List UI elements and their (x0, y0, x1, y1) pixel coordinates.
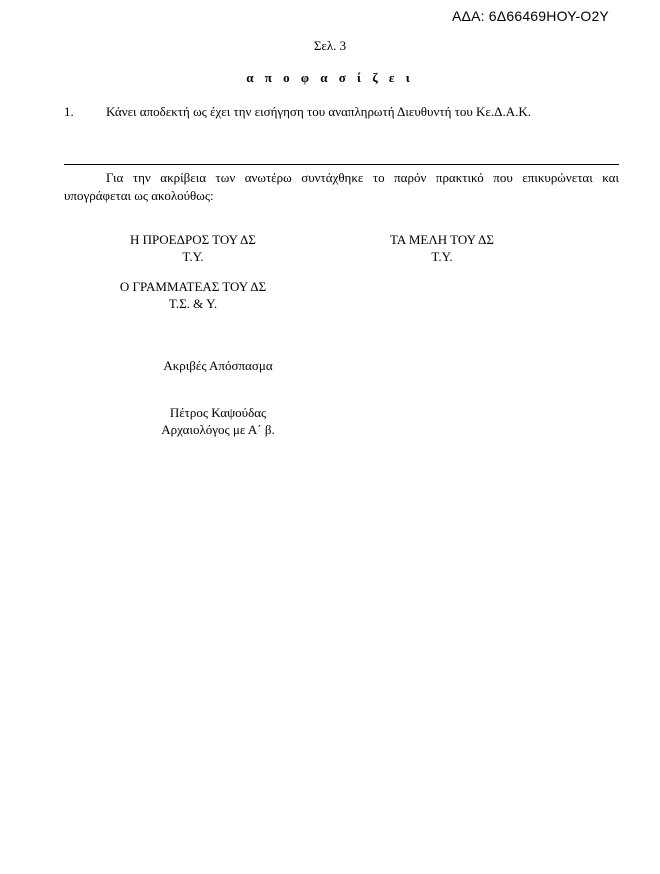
closing-paragraph: Για την ακρίβεια των ανωτέρω συντάχθηκε το παρόν πρακτικό που επικυρώνεται και υπογράφεται ως ακολούθως: (64, 170, 619, 203)
signer-role: Αρχαιολόγος με Α΄ β. (161, 422, 275, 437)
horizontal-rule (64, 164, 619, 165)
signature-block-secretary (113, 278, 273, 312)
members-title: ΤΑ ΜΕΛΗ ΤΟΥ ΔΣ (390, 232, 494, 247)
president-signature-note: Τ.Υ. (182, 249, 204, 264)
president-title: Η ΠΡΟΕΔΡΟΣ ΤΟΥ ΔΣ (130, 232, 256, 247)
signature-block-members (362, 231, 522, 265)
decision-heading: α π ο φ α σ ί ζ ε ι (246, 70, 414, 85)
secretary-title: Ο ΓΡΑΜΜΑΤΕΑΣ ΤΟΥ ΔΣ (119, 279, 267, 294)
signer-block (138, 404, 298, 438)
page-number: Σελ. 3 (313, 38, 347, 53)
exact-copy-label: Ακριβές Απόσπασμα (163, 358, 273, 373)
decision-item (64, 104, 531, 120)
signature-block-president (113, 231, 273, 265)
signer-name: Πέτρος Καψούδας (169, 405, 267, 420)
ada-code: ΑΔΑ: 6Δ66469ΗΟΥ-Ο2Υ (452, 8, 609, 24)
secretary-signature-note: Τ.Σ. & Υ. (168, 296, 218, 311)
decision-item-number: 1. (64, 104, 74, 119)
members-signature-note: Τ.Υ. (431, 249, 453, 264)
decision-item-text: Κάνει αποδεκτή ως έχει την εισήγηση του αναπληρωτή Διευθυντή του Κε.Δ.Α.Κ. (106, 104, 532, 119)
